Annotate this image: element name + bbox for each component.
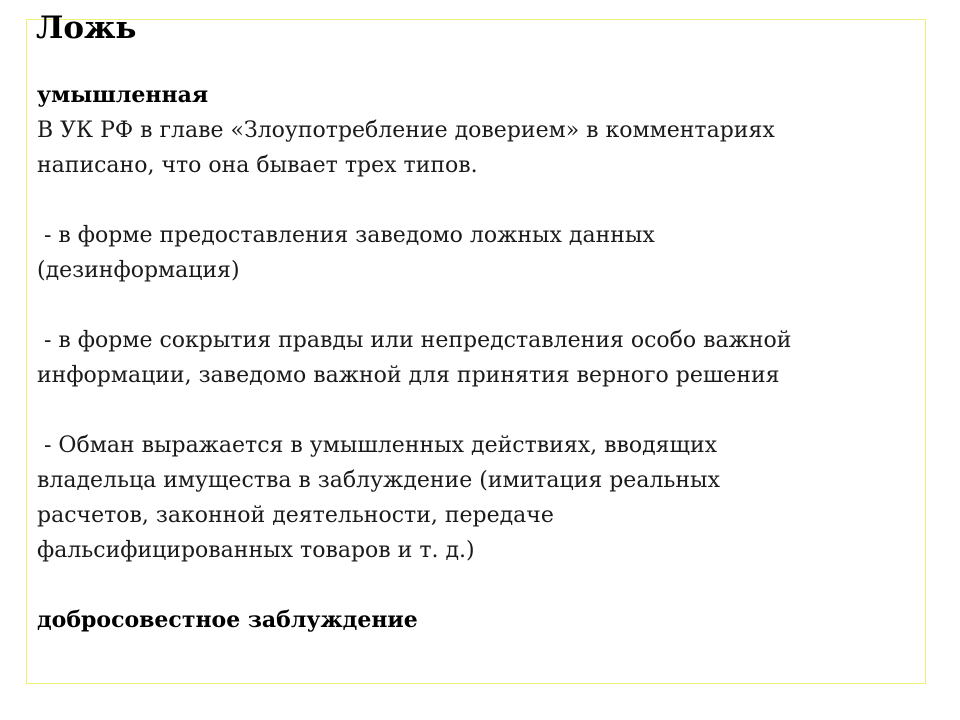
list-item-line: информации, заведомо важной для принятия верного решения [37, 363, 780, 388]
intro-line: В УК РФ в главе «Злоупотребление доверием» в комментариях [37, 118, 775, 143]
spacer [37, 393, 917, 428]
spacer [37, 183, 917, 218]
list-item-line: (дезинформация) [37, 258, 240, 283]
slide-body [37, 78, 917, 638]
list-item-line: расчетов, законной деятельности, передаче [37, 503, 554, 528]
intro-line: написано, что она бывает трех типов. [37, 153, 478, 178]
section-heading-honest-mistake: добросовестное заблуждение [37, 607, 418, 633]
spacer [37, 288, 917, 323]
slide-title: Ложь [36, 10, 137, 46]
list-item-line: фальсифицированных товаров и т. д.) [37, 538, 475, 563]
list-item-line: - Обман выражается в умышленных действиях, вводящих [37, 433, 718, 458]
list-item-line: - в форме сокрытия правды или непредставления особо важной [37, 328, 792, 353]
list-item-line: владельца имущества в заблуждение (имитация реальных [37, 468, 720, 493]
list-item-line: - в форме предоставления заведомо ложных данных [37, 223, 655, 248]
section-heading-intentional: умышленная [37, 82, 209, 108]
spacer [37, 568, 917, 603]
